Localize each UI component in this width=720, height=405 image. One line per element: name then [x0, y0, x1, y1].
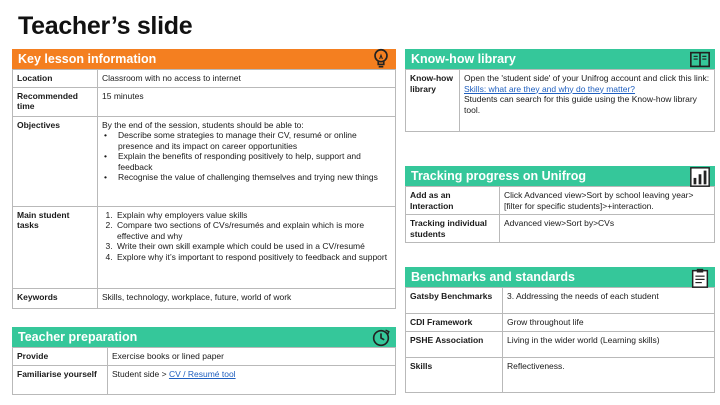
keywords-label: Keywords [13, 288, 98, 308]
table-row [13, 288, 396, 308]
familiarise-prefix: Student side > [112, 368, 169, 379]
objectives-list [102, 130, 391, 183]
objectives-cell [98, 116, 396, 206]
table-row [406, 288, 715, 314]
tracking-individual-label: Tracking individual students [406, 215, 500, 243]
tasks-list [102, 210, 391, 263]
key-lesson-header [12, 49, 396, 69]
add-interaction-value: Click Advanced view>Sort by school leaving year>[filter for specific students]>+interaction. [500, 187, 715, 215]
knowhow-panel [405, 49, 715, 132]
list-item: 1. Explain why employers value skills [115, 210, 391, 221]
tracking-panel [405, 166, 715, 243]
table-row [13, 206, 396, 288]
time-label: Recommended time [13, 87, 98, 116]
page-title: Teacher’s slide [18, 12, 193, 40]
tracking-title: Tracking progress on Unifrog [411, 169, 587, 183]
cdi-label: CDI Framework [406, 314, 503, 332]
teacher-prep-table [12, 347, 396, 395]
teacher-prep-panel [12, 327, 396, 395]
table-row [13, 116, 396, 206]
list-item: 2. Compare two sections of CVs/resumés and explain which is more effective and why [115, 220, 391, 241]
add-interaction-label: Add as an Interaction [406, 187, 500, 215]
table-row [406, 70, 715, 132]
provide-value: Exercise books or lined paper [108, 348, 396, 366]
key-lesson-panel [12, 49, 396, 309]
tracking-table [405, 186, 715, 243]
cdi-value: Grow throughout life [503, 314, 715, 332]
time-value: 15 minutes [98, 87, 396, 116]
gatsby-label: Gatsby Benchmarks [406, 288, 503, 314]
pshe-label: PSHE Association [406, 331, 503, 357]
tracking-header [405, 166, 715, 186]
table-row [406, 187, 715, 215]
bar-chart-icon [689, 166, 711, 188]
table-row [406, 314, 715, 332]
list-item: 4. Explore why it’s important to respond positively to feedback and support [115, 252, 391, 263]
clock-icon [370, 327, 392, 349]
knowhow-header [405, 49, 715, 69]
tracking-individual-value: Advanced view>Sort by>CVs [500, 215, 715, 243]
clipboard-icon [689, 267, 711, 289]
table-row [13, 87, 396, 116]
lightbulb-icon [370, 47, 392, 69]
knowhow-text-1: Open the 'student side' of your Unifrog account and click this link: [464, 73, 710, 83]
list-item: • Describe some strategies to manage their CV, resumé or online presence and its impact on career opportunities [102, 130, 391, 151]
benchmarks-title: Benchmarks and standards [411, 270, 575, 284]
pshe-value: Living in the wider world (Learning skills) [503, 331, 715, 357]
gatsby-value: 3. Addressing the needs of each student [503, 288, 715, 314]
provide-label: Provide [13, 348, 108, 366]
book-icon [689, 49, 711, 71]
table-row [406, 357, 715, 392]
teacher-prep-title: Teacher preparation [18, 330, 138, 344]
teacher-prep-header [12, 327, 396, 347]
list-item: • Recognise the value of challenging themselves and trying new things [102, 172, 391, 183]
knowhow-text-2: Students can search for this guide using the Know-how library tool. [464, 94, 697, 115]
keywords-value: Skills, technology, workplace, future, world of work [98, 288, 396, 308]
skills-label: Skills [406, 357, 503, 392]
tasks-label: Main student tasks [13, 206, 98, 288]
objectives-intro: By the end of the session, students should be able to: [102, 119, 304, 130]
key-lesson-table [12, 69, 396, 309]
benchmarks-table [405, 287, 715, 393]
objectives-label: Objectives [13, 116, 98, 206]
knowhow-title: Know-how library [411, 52, 516, 66]
table-row [406, 331, 715, 357]
benchmarks-header [405, 267, 715, 287]
list-item: 3. Write their own skill example which could be used in a CV/resumé [115, 241, 391, 252]
knowhow-table [405, 69, 715, 132]
key-lesson-title: Key lesson information [18, 52, 157, 66]
table-row [13, 70, 396, 88]
cv-resume-tool-link[interactable]: CV / Resumé tool [168, 368, 236, 379]
skills-guide-link[interactable]: Skills: what are they and why do they matter? [464, 83, 636, 94]
skills-value: Reflectiveness. [503, 357, 715, 392]
benchmarks-panel [405, 267, 715, 393]
location-label: Location [13, 70, 98, 88]
list-item: • Explain the benefits of responding positively to help, support and feedback [102, 151, 391, 172]
table-row [13, 365, 396, 394]
tasks-cell [98, 206, 396, 288]
knowhow-cell [460, 70, 715, 132]
location-value: Classroom with no access to internet [98, 70, 396, 88]
familiarise-label: Familiarise yourself [13, 365, 108, 394]
familiarise-cell [108, 365, 396, 394]
table-row [406, 215, 715, 243]
table-row [13, 348, 396, 366]
knowhow-label: Know-how library [406, 70, 460, 132]
